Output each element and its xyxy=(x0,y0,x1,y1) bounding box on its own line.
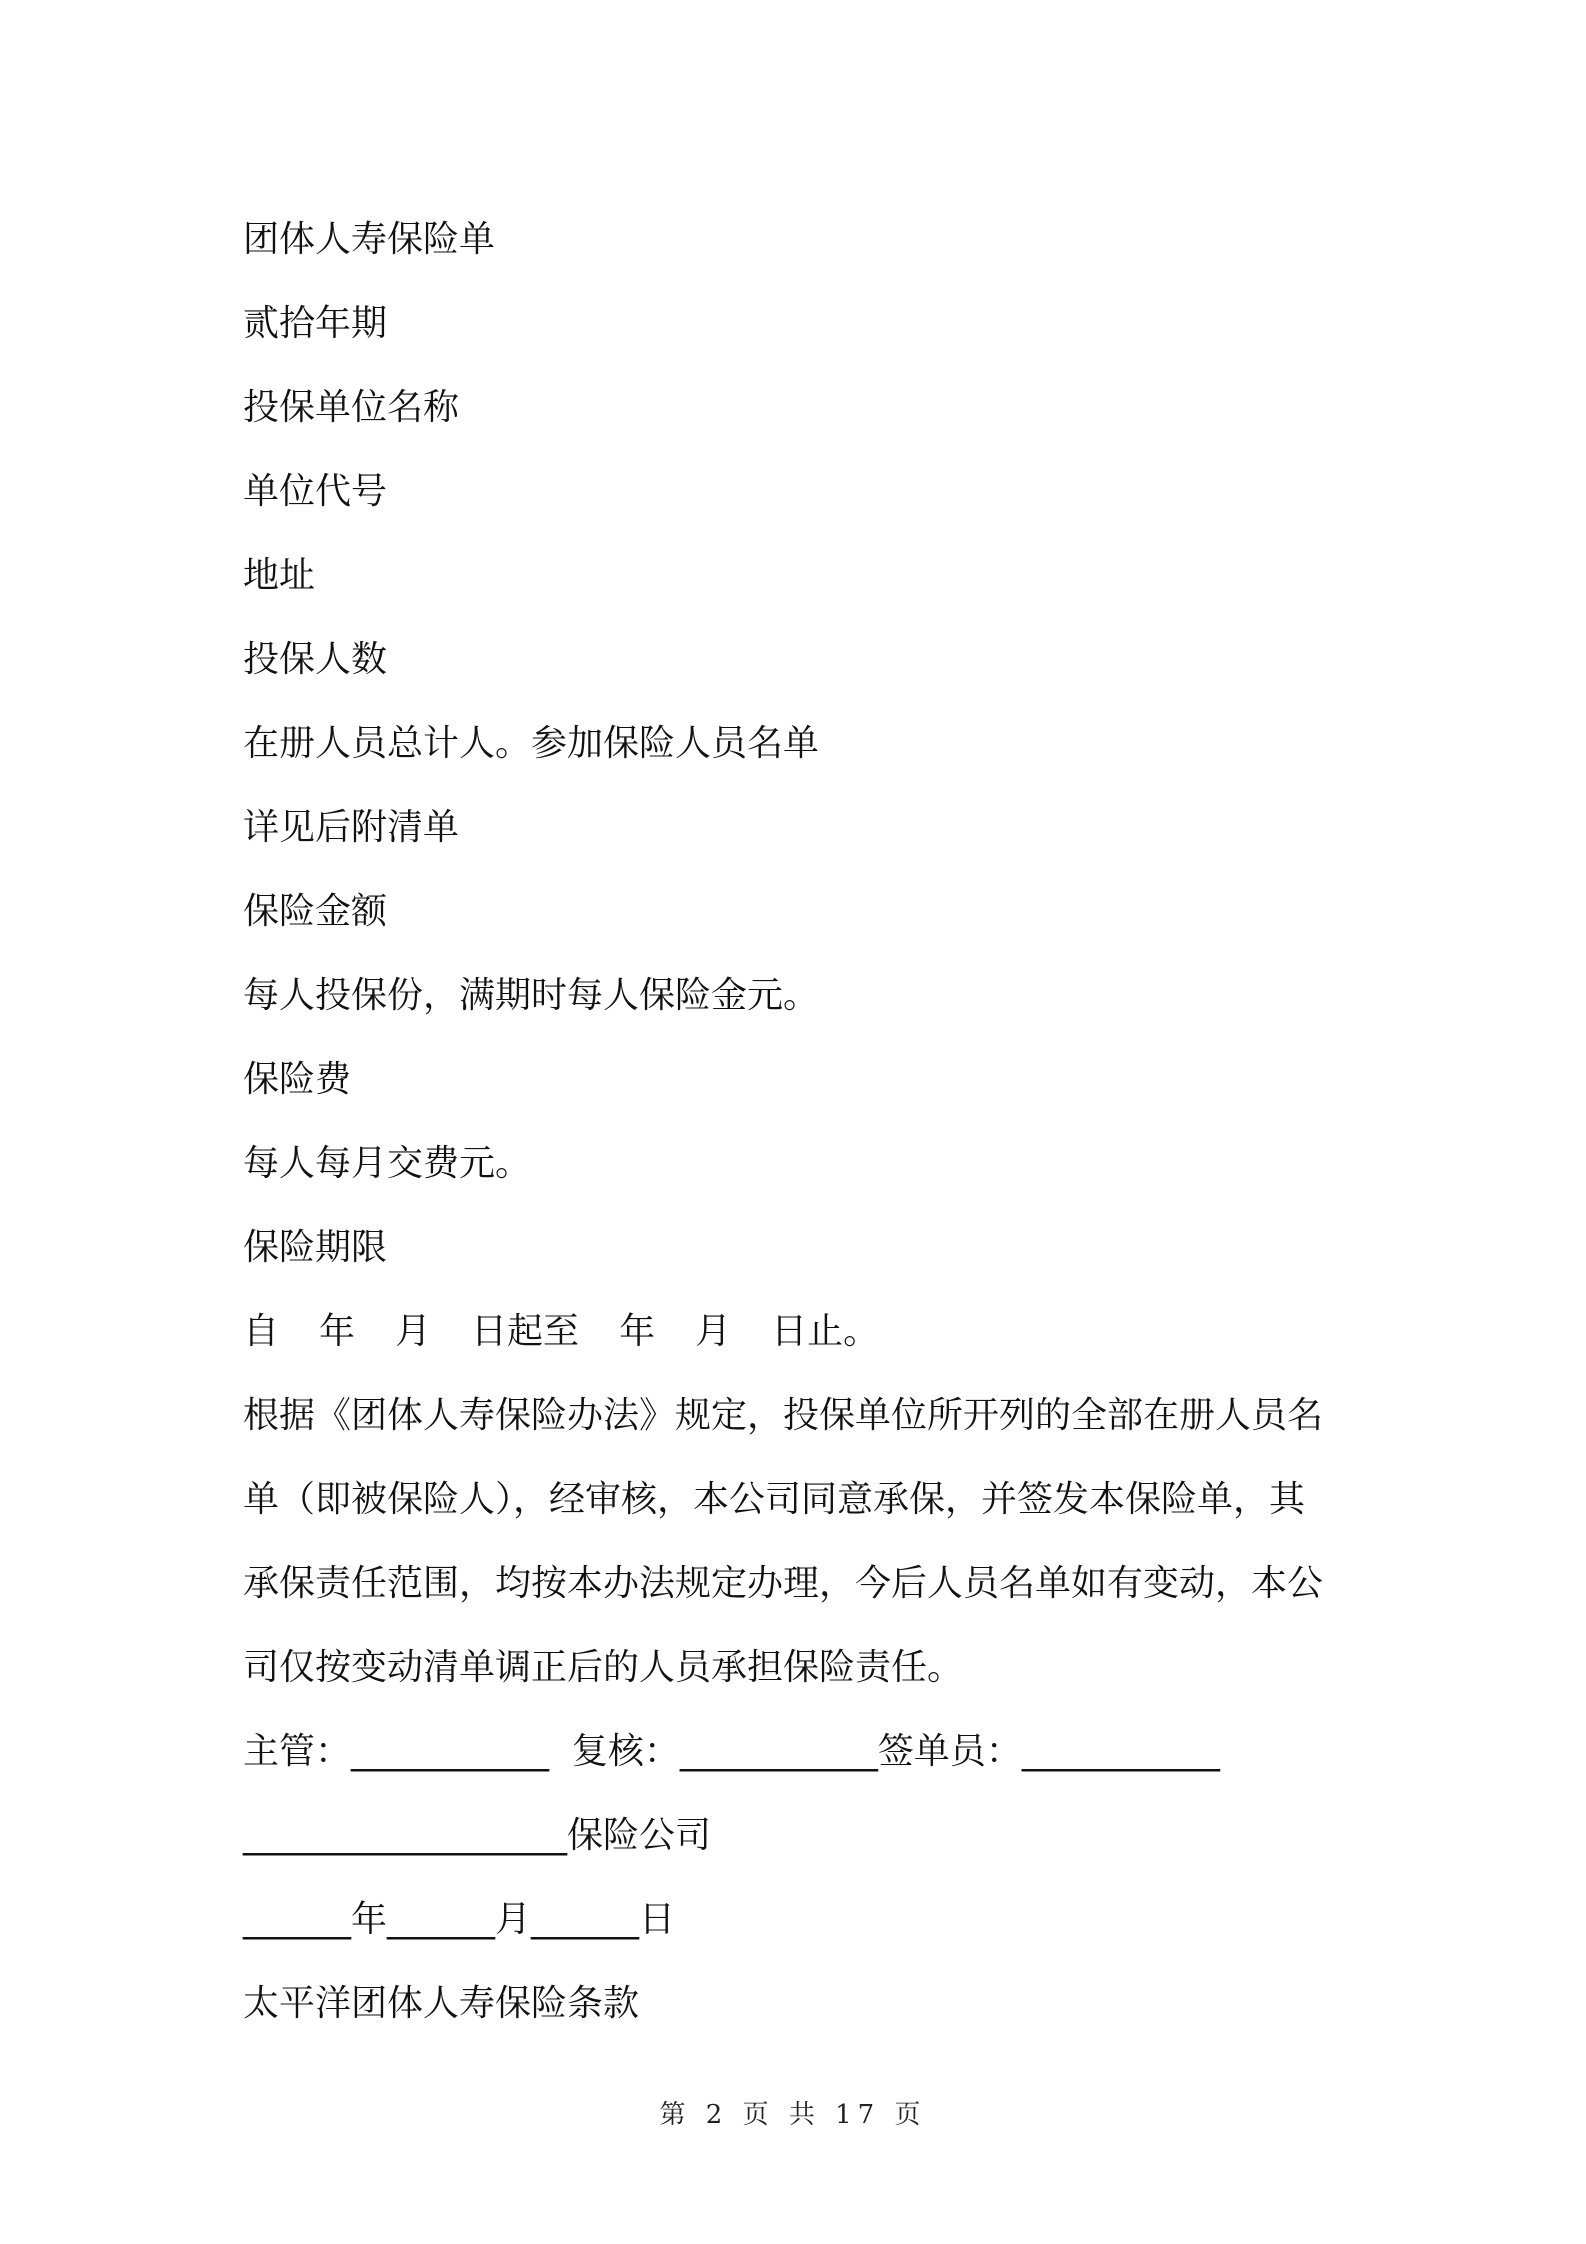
sum-insured-line: 每人投保份，满期时每人保险金元。 xyxy=(243,975,820,1016)
company-line: __________________保险公司 xyxy=(243,1815,712,1856)
clause-title: 太平洋团体人寿保险条款 xyxy=(243,1983,640,2024)
page-number: 第 2 页 共 17 页 xyxy=(659,2100,927,2130)
period-month-1: 月 xyxy=(395,1311,432,1352)
period-day-to: 日起至 xyxy=(471,1311,580,1352)
doc-title: 团体人寿保险单 xyxy=(243,219,496,260)
premium-label: 保险费 xyxy=(243,1059,352,1100)
paragraph-line: 根据《团体人寿保险办法》规定，投保单位所开列的全部在册人员名 xyxy=(243,1395,1324,1436)
insured-unit-name-label: 投保单位名称 xyxy=(243,387,460,428)
date-line: ______年______月______日 xyxy=(243,1899,675,1940)
period-line xyxy=(243,1290,1353,1374)
paragraph-line: 单（即被保险人），经审核，本公司同意承保，并签发本保险单，其 xyxy=(243,1479,1306,1520)
premium-line: 每人每月交费元。 xyxy=(243,1143,532,1184)
period-year-1: 年 xyxy=(319,1311,356,1352)
term-line: 贰拾年期 xyxy=(243,303,388,344)
attached-list-line: 详见后附清单 xyxy=(243,807,460,848)
registered-total-line: 在册人员总计人。参加保险人员名单 xyxy=(243,723,820,764)
paragraph-line: 司仅按变动清单调正后的人员承担保险责任。 xyxy=(243,1647,964,1688)
unit-code-label: 单位代号 xyxy=(243,471,388,512)
signature-line: 主管：___________ 复核：___________签单员：___________ xyxy=(243,1731,1220,1772)
sum-insured-label: 保险金额 xyxy=(243,891,388,932)
period-year-2: 年 xyxy=(619,1311,656,1352)
insured-count-label: 投保人数 xyxy=(243,639,388,680)
period-month-2: 月 xyxy=(695,1311,732,1352)
terms-paragraph xyxy=(243,1374,1353,1710)
period-label: 保险期限 xyxy=(243,1227,388,1268)
document-body xyxy=(243,198,1353,2046)
address-label: 地址 xyxy=(243,555,316,596)
paragraph-line: 承保责任范围，均按本办法规定办理，今后人员名单如有变动，本公 xyxy=(243,1563,1324,1604)
period-day-end: 日止。 xyxy=(771,1311,880,1352)
period-from: 自 xyxy=(243,1311,280,1352)
